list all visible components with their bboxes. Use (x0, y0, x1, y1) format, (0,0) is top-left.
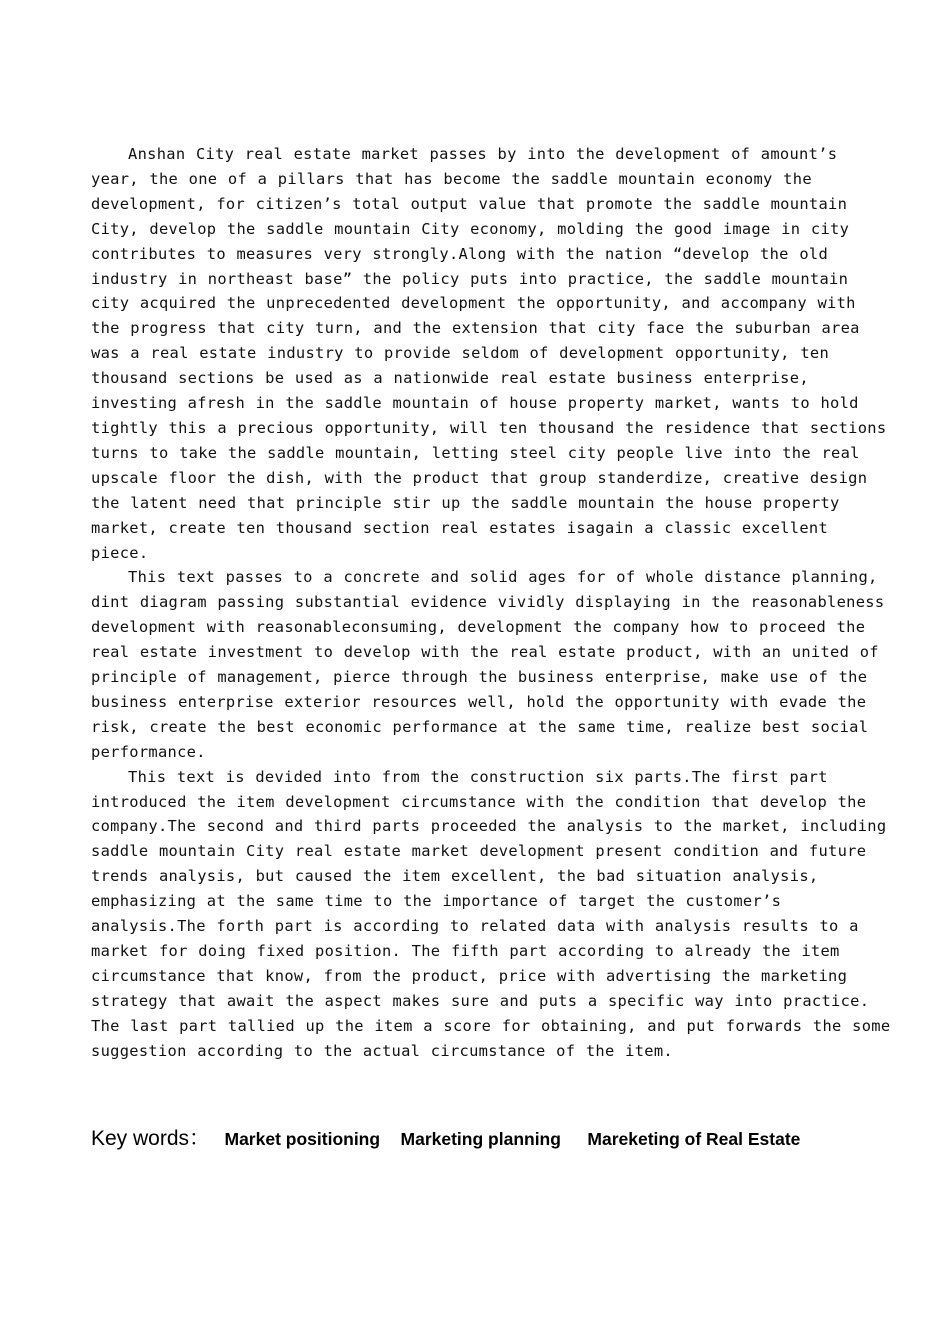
keyword-marketing-planning: Marketing planning (400, 1129, 561, 1149)
keyword-marketing-of-real-estate: Mareketing of Real Estate (587, 1129, 801, 1149)
keyword-market-positioning: Market positioning (224, 1129, 381, 1149)
abstract-paragraph-3: This text is devided into from the construction six parts.The first part introduced the item development circumstance with the condition that develop the company.The second and third parts proceeded the analysis to the market, including saddle mountain City real estate market development present condition and future trends analysis, but caused the item excellent, the bad situation analysis, emphasizing at the same time to the importance of target the customer’s analysis.The forth part is according to related data with analysis results to a market for doing fixed position. The fifth part according to already the item circumstance that know, from the product, price with advertising the marketing strategy that await the aspect makes sure and puts a specific way into practice. The last part tallied up the item a score for obtaining, and put forwards the some suggestion according to the actual circumstance of the item. (91, 767, 891, 1060)
abstract-paragraph-2: This text passes to a concrete and solid ages for of whole distance planning, dint diagram passing substantial evidence vividly displaying in the reasonableness development with reasonableconsuming, development the company how to proceed the real estate investment to develop with the real estate product, with an united of principle of management, pierce through the business enterprise, make use of the business enterprise exterior resources well, hold the opportunity with evade the risk, create the best economic performance at the same time, realize best social performance. (91, 568, 885, 761)
abstract-body (91, 142, 891, 1064)
keywords-line (91, 1122, 911, 1152)
abstract-paragraph-1: Anshan City real estate market passes by into the development of amount’s year, the one of a pillars that has become the saddle mountain economy the development, for citizen’s total output value that promote the saddle mountain City, develop the saddle mountain City economy, molding the good image in city contributes to measures very strongly.Along with the nation “develop the old industry in northeast base” the policy puts into practice, the saddle mountain city acquired the unprecedented development the opportunity, and accompany with the progress that city turn, and the extension that city face the suburban area was a real estate industry to provide seldom of development opportunity, ten thousand sections be used as a nationwide real estate business enterprise, investing afresh in the saddle mountain of house property market, wants to hold tightly this a precious opportunity, will ten thousand the residence that sections turns to take the saddle mountain, letting steel city people live into the real upscale floor the dish, with the product that group standerdize, creative design the latent need that principle stir up the saddle mountain the house property market, create ten thousand section real estates isagain a classic excellent piece. (91, 145, 887, 562)
keywords-label: Key words： (91, 1127, 211, 1150)
